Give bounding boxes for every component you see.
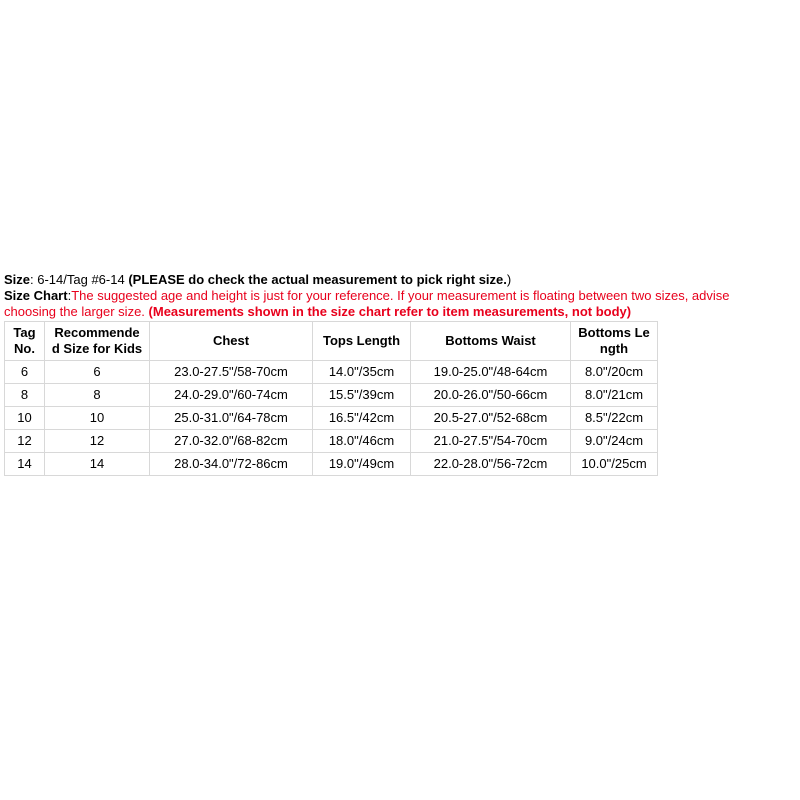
header-recommended-size — [45, 322, 150, 361]
cell-bottoms-length: 8.5"/22cm — [571, 407, 658, 430]
cell-chest: 24.0-29.0"/60-74cm — [150, 384, 313, 407]
header-text-line: Bottoms Le — [578, 325, 650, 340]
size-chart-note: (Measurements shown in the size chart refer to item measurements, not body) — [148, 304, 632, 319]
size-chart-line-1 — [4, 288, 794, 304]
cell-tops-length: 15.5"/39cm — [313, 384, 411, 407]
header-tag-no — [5, 322, 45, 361]
header-bottoms-waist — [411, 322, 571, 361]
cell-bottoms-length: 9.0"/24cm — [571, 430, 658, 453]
header-text-line: Chest — [212, 333, 250, 348]
header-text-line: Recommende — [54, 325, 140, 340]
size-info-section — [4, 272, 794, 476]
cell-bottoms-length: 8.0"/21cm — [571, 384, 658, 407]
size-chart-text-2: choosing the larger size. — [4, 304, 149, 319]
cell-bottoms-waist: 20.5-27.0"/52-68cm — [411, 407, 571, 430]
cell-recommended-size: 14 — [45, 453, 150, 476]
header-text-line: d Size for Kids — [51, 341, 143, 356]
cell-bottoms-length: 8.0"/20cm — [571, 361, 658, 384]
cell-chest: 23.0-27.5"/58-70cm — [150, 361, 313, 384]
header-tops-length — [313, 322, 411, 361]
size-sep: : — [30, 272, 38, 287]
cell-recommended-size: 6 — [45, 361, 150, 384]
header-text-line: ngth — [599, 341, 629, 356]
size-check-close: ) — [506, 272, 512, 287]
cell-bottoms-waist: 19.0-25.0"/48-64cm — [411, 361, 571, 384]
size-check-note: (PLEASE do check the actual measurement to pick right size. — [128, 272, 507, 287]
size-label: Size — [4, 272, 31, 287]
cell-tops-length: 14.0"/35cm — [313, 361, 411, 384]
cell-tops-length: 16.5"/42cm — [313, 407, 411, 430]
cell-tops-length: 18.0"/46cm — [313, 430, 411, 453]
cell-tops-length: 19.0"/49cm — [313, 453, 411, 476]
cell-chest: 27.0-32.0"/68-82cm — [150, 430, 313, 453]
cell-tag-no: 12 — [5, 430, 45, 453]
table-row — [5, 361, 658, 384]
cell-chest: 25.0-31.0"/64-78cm — [150, 407, 313, 430]
header-bottoms-length — [571, 322, 658, 361]
cell-tag-no: 8 — [5, 384, 45, 407]
size-chart-line-2 — [4, 304, 794, 320]
cell-bottoms-waist: 20.0-26.0"/50-66cm — [411, 384, 571, 407]
table-row — [5, 430, 658, 453]
cell-tag-no: 14 — [5, 453, 45, 476]
size-chart-table — [4, 321, 658, 476]
size-value: 6-14/Tag #6-14 — [37, 272, 129, 287]
table-body — [5, 361, 658, 476]
cell-tag-no: 6 — [5, 361, 45, 384]
cell-recommended-size: 10 — [45, 407, 150, 430]
cell-chest: 28.0-34.0"/72-86cm — [150, 453, 313, 476]
size-chart-label: Size Chart — [4, 288, 68, 303]
cell-recommended-size: 12 — [45, 430, 150, 453]
table-row — [5, 384, 658, 407]
header-text-line: Tops Length — [322, 333, 401, 348]
header-text-line: No. — [14, 341, 35, 356]
cell-bottoms-waist: 22.0-28.0"/56-72cm — [411, 453, 571, 476]
cell-bottoms-waist: 21.0-27.5"/54-70cm — [411, 430, 571, 453]
cell-recommended-size: 8 — [45, 384, 150, 407]
cell-tag-no: 10 — [5, 407, 45, 430]
table-row — [5, 453, 658, 476]
table-row — [5, 407, 658, 430]
size-chart-text-1: The suggested age and height is just for your reference. If your measurement is floating between two sizes, advise — [71, 288, 730, 303]
header-text-line: Bottoms Waist — [445, 333, 536, 348]
table-header-row — [5, 322, 658, 361]
header-chest — [150, 322, 313, 361]
cell-bottoms-length: 10.0"/25cm — [571, 453, 658, 476]
size-chart-sep: : — [67, 288, 72, 303]
header-text-line: Tag — [13, 325, 36, 340]
size-line — [4, 272, 794, 288]
